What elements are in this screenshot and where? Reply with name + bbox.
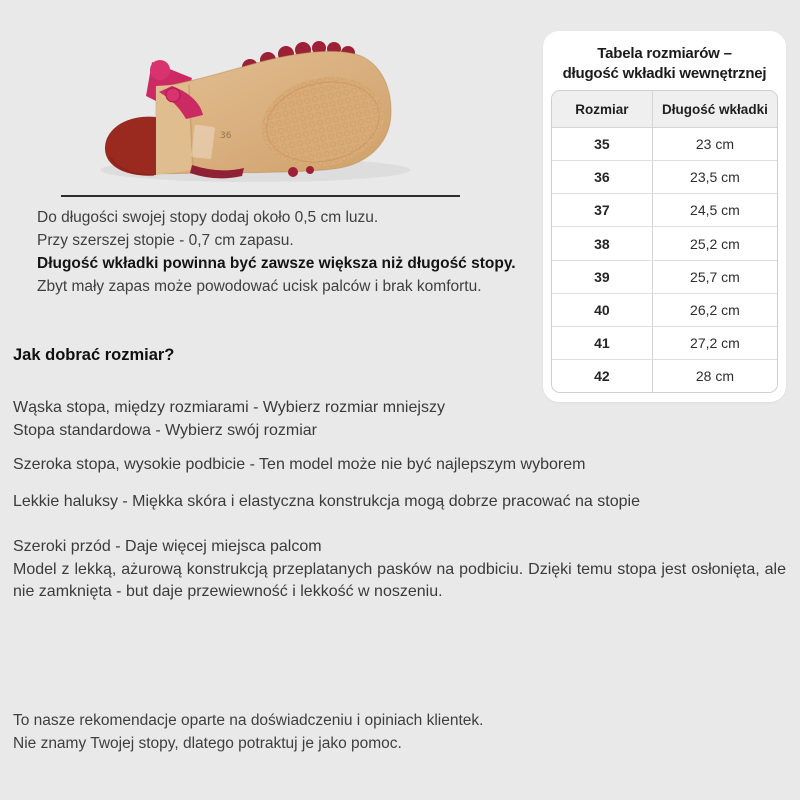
size-cell: 41: [552, 326, 652, 359]
table-row: [552, 161, 777, 194]
guide-line-standard-foot: Stopa standardowa - Wybierz swój rozmiar: [13, 421, 317, 439]
column-header-length: Długość wkładki: [652, 91, 777, 128]
size-cell: 38: [552, 227, 652, 260]
size-table-header-row: [552, 91, 777, 128]
table-row: [552, 227, 777, 260]
length-cell: 25,7 cm: [652, 260, 777, 293]
length-cell: 27,2 cm: [652, 326, 777, 359]
recommendation-line: To nasze rekomendacje oparte na doświadczeniu i opiniach klientek.: [13, 712, 484, 729]
table-row: [552, 260, 777, 293]
guide-line-wide-foot: Szeroka stopa, wysokie podbicie - Ten model może nie być najlepszym wyborem: [13, 456, 586, 473]
fit-advice-paragraph: [37, 206, 527, 298]
size-cell: 35: [552, 128, 652, 161]
sizing-guide-paragraph: [13, 397, 786, 442]
size-cell: 37: [552, 194, 652, 227]
length-cell: 23,5 cm: [652, 161, 777, 194]
size-cell: 40: [552, 293, 652, 326]
fit-advice-line: Do długości swojej stopy dodaj około 0,5 cm luzu.: [37, 209, 379, 226]
column-header-size: Rozmiar: [552, 91, 652, 128]
section-divider: [61, 195, 460, 197]
length-cell: 28 cm: [652, 360, 777, 392]
size-table-title-line2: długość wkładki wewnętrznej: [562, 65, 767, 82]
guide-line-bunions: Lekkie haluksy - Miękka skóra i elastyczna konstrukcja mogą dobrze pracować na stopie: [13, 492, 640, 510]
length-cell: 25,2 cm: [652, 227, 777, 260]
length-cell: 26,2 cm: [652, 293, 777, 326]
size-cell: 42: [552, 360, 652, 392]
recommendation-line: Nie znamy Twojej stopy, dlatego potraktuj je jako pomoc.: [13, 735, 402, 752]
size-stamp: 36: [220, 131, 232, 141]
size-cell: 36: [552, 161, 652, 194]
guide-model-description: Model z lekką, ażurową konstrukcją przeplatanych pasków na podbiciu. Dzięki temu stopa jest osłonięta, ale nie zamknięta - but daje przewiewność i lekkość w noszeniu.: [13, 560, 786, 600]
size-table-title-line1: Tabela rozmiarów –: [597, 45, 732, 62]
table-row: [552, 194, 777, 227]
guide-line-wide-front: Szeroki przód - Daje więcej miejsca palcom: [13, 538, 322, 555]
length-cell: 23 cm: [652, 128, 777, 161]
table-row: [552, 128, 777, 161]
product-photo: [60, 22, 500, 192]
table-row: [552, 293, 777, 326]
fit-advice-line: Przy szerszej stopie - 0,7 cm zapasu.: [37, 232, 294, 249]
length-cell: 24,5 cm: [652, 194, 777, 227]
sizing-guide-section: [13, 344, 786, 604]
sandal-sole-illustration: [60, 22, 500, 192]
fit-advice-line: Zbyt mały zapas może powodować ucisk palców i brak komfortu.: [37, 278, 482, 295]
guide-line-narrow-foot: Wąska stopa, między rozmiarami - Wybierz rozmiar mniejszy: [13, 399, 445, 416]
size-table-title: [547, 44, 782, 84]
fit-advice-line-bold: Długość wkładki powinna być zawsze większa niż długość stopy.: [37, 255, 516, 272]
size-cell: 39: [552, 260, 652, 293]
recommendation-note: [13, 709, 613, 755]
sizing-guide-heading: Jak dobrać rozmiar?: [13, 346, 175, 364]
